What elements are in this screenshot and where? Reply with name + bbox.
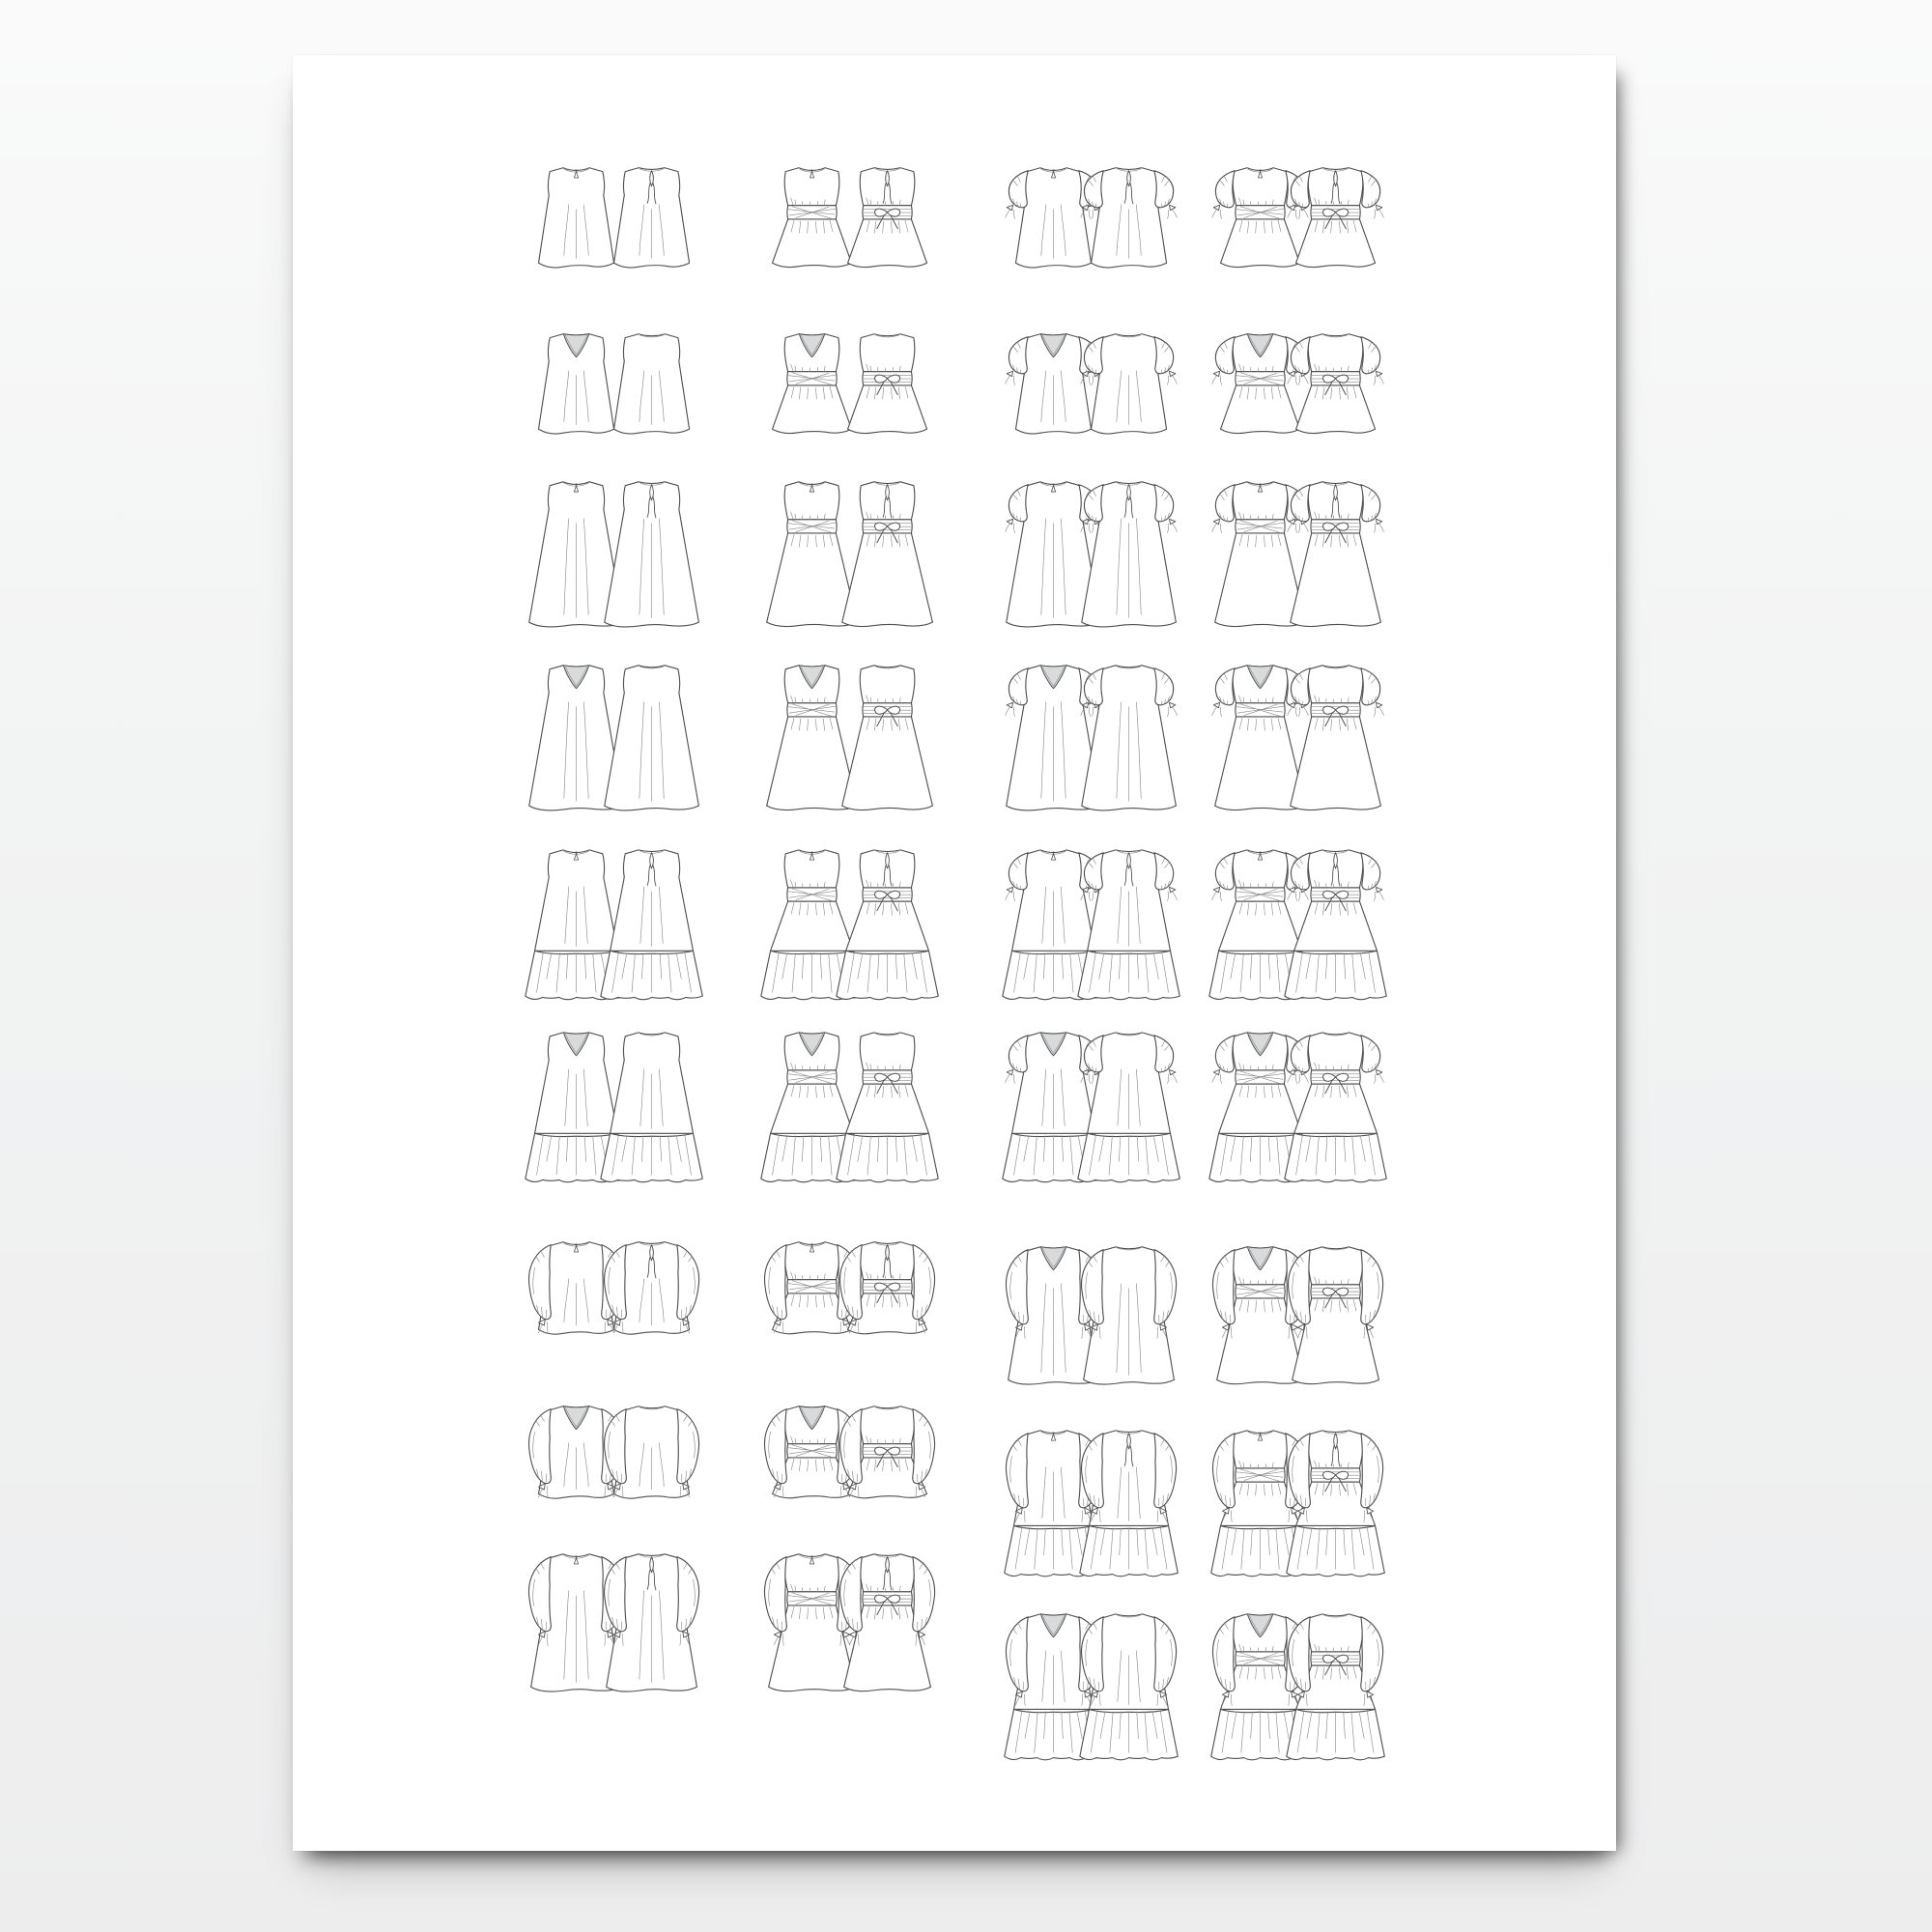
garment-front-view [773,334,852,434]
flat-sketch-col3-row7 [996,1236,1189,1395]
flat-sketch-col2-row5 [754,839,948,1006]
flat-sketch-col1-row9 [519,1544,712,1702]
garment-back-view [614,334,690,434]
garment-back-view [840,1406,935,1498]
garment-back-view [837,1033,938,1182]
pattern-sheet [293,55,1616,1851]
garment-back-view [605,1554,699,1691]
flat-sketch-col1-row3 [519,471,712,632]
garment-back-view [1078,850,1179,1000]
flat-sketch-col4-row5 [1203,839,1396,1006]
flat-sketch-col2-row7 [754,1232,948,1347]
flat-sketch-col2-row3 [754,471,948,632]
garment-back-view [614,168,690,268]
flat-sketch-col3-row1 [996,157,1189,272]
garment-back-view [848,168,927,268]
sketch-column-2 [754,55,948,1702]
garment-back-view [1285,1033,1386,1182]
garment-back-view [842,666,933,810]
garment-back-view [1078,1033,1179,1182]
flat-sketch-col4-row3 [1203,471,1396,632]
garment-back-view [1080,1431,1178,1577]
garment-back-view [1081,334,1177,434]
garment-back-view [1082,1247,1177,1384]
flat-sketch-col4-row2 [1203,324,1396,439]
flat-sketch-col2-row2 [754,324,948,439]
garment-front-view [767,666,858,810]
flat-sketch-col4-row8 [1203,1420,1396,1586]
sketch-column-4 [1203,55,1396,1770]
flat-sketch-col4-row6 [1203,1022,1396,1188]
garment-back-view [605,482,699,627]
garment-front-view [539,334,614,434]
flat-sketch-col2-row9 [754,1544,948,1702]
flat-sketch-col3-row9 [996,1604,1189,1770]
sketch-column-3 [996,55,1189,1770]
flat-sketch-col1-row6 [519,1022,712,1188]
flat-sketch-col3-row6 [996,1022,1189,1188]
garment-back-view [1081,666,1178,810]
flat-sketch-col3-row3 [996,471,1189,632]
garment-back-view [840,1242,935,1334]
garment-back-view [837,850,938,1000]
garment-back-view [1289,1247,1383,1384]
flat-sketch-col2-row6 [754,1022,948,1188]
garment-front-view [773,168,852,268]
flat-sketch-col1-row5 [519,839,712,1006]
flat-sketch-col1-row1 [519,157,712,272]
flat-sketch-col3-row8 [996,1420,1189,1586]
garment-back-view [1288,482,1384,627]
garment-back-view [601,1033,702,1182]
flat-sketch-col4-row4 [1203,655,1396,815]
flat-sketch-col1-row4 [519,655,712,815]
garment-back-view [840,1554,935,1691]
flat-sketch-col4-row9 [1203,1604,1396,1770]
garment-back-view [605,1406,699,1498]
garment-back-view [605,666,699,810]
flat-sketch-col2-row8 [754,1396,948,1511]
garment-back-view [1288,666,1384,810]
garment-back-view [1285,850,1386,1000]
garment-back-view [1080,1614,1178,1760]
flat-sketch-col3-row2 [996,324,1189,439]
garment-back-view [1288,168,1383,268]
flat-sketch-col4-row7 [1203,1236,1396,1395]
garment-back-view [842,482,933,627]
garment-back-view [1288,334,1383,434]
garment-front-view [767,482,858,627]
garment-back-view [1287,1614,1384,1760]
flat-sketch-col2-row4 [754,655,948,815]
flat-sketch-col3-row4 [996,655,1189,815]
garment-back-view [601,850,702,1000]
flat-sketch-col1-row8 [519,1396,712,1511]
flat-sketch-col1-row2 [519,324,712,439]
flat-sketch-col1-row7 [519,1232,712,1347]
sketch-column-1 [519,55,712,1702]
flat-sketch-col4-row1 [1203,157,1396,272]
flat-sketch-col2-row1 [754,157,948,272]
garment-back-view [1287,1431,1384,1577]
garment-back-view [1081,168,1177,268]
garment-back-view [605,1242,699,1334]
garment-back-view [1081,482,1178,627]
garment-back-view [848,334,927,434]
garment-front-view [539,168,614,268]
flat-sketch-col3-row5 [996,839,1189,1006]
